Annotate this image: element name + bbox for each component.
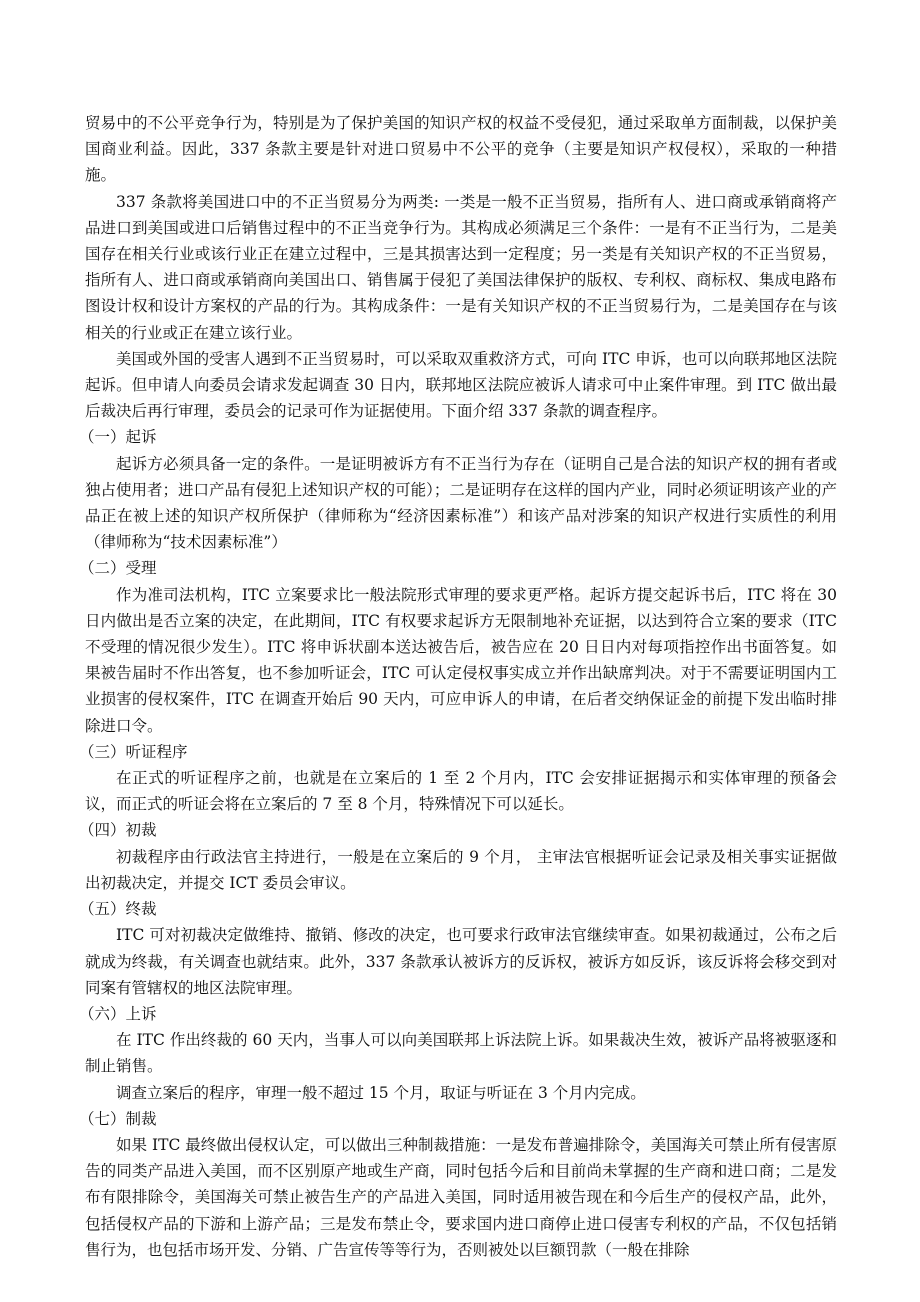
paragraph-appeal: 在 ITC 作出终裁的 60 天内，当事人可以向美国联邦上诉法院上诉。如果裁决生效，被诉产品将被驱逐和制止销售。 bbox=[85, 1031, 837, 1076]
paragraph-acceptance: 作为准司法机构，ITC 立案要求比一般法院形式审理的要求更严格。起诉方提交起诉书后，ITC 将在 30 日内做出是否立案的决定，在此期间，ITC 有权要求起诉方无限制地补充证据，以达到符合立案的要求（ITC 不受理的情况很少发生）。ITC 将申诉状副本送达被告后，被告应在 20 日日内对每项指控作出书面答复。如果被告届时不作出答复，也不参加听证会，ITC 可认定侵权事实成立并作出缺席判决。对于不需要证明国内工业损害的侵权案件，ITC 在调查开始后 90 天内，可应申诉人的申请，在后者交纳保证金的前提下发出临时排除进口令。 bbox=[85, 585, 837, 735]
section-heading-complaint: （一）起诉 bbox=[79, 428, 157, 447]
section-heading-final-determination: （五）终裁 bbox=[79, 900, 157, 919]
paragraph-complaint: 起诉方必须具备一定的条件。一是证明被诉方有不正当行为存在（证明自己是合法的知识产权的拥有者或独占使用者；进口产品有侵犯上述知识产权的可能）；二是证明存在这样的国内产业，同时必须证明该产业的产品正在被上述的知识产权所保护（律师称为“经济因素标准”）和该产品对涉案的知识产权进行实质性的利用（律师称为“技术因素标准”） bbox=[85, 454, 837, 552]
section-heading-sanctions: （七）制裁 bbox=[79, 1109, 157, 1128]
section-heading-hearing: （三）听证程序 bbox=[79, 742, 188, 761]
paragraph-dual-remedy: 美国或外国的受害人遇到不正当贸易时，可以采取双重救济方式，可向 ITC 申诉，也可以向联邦地区法院起诉。但申请人向委员会请求发起调查 30 日内，联邦地区法院应被诉人请求可中止案件审理。到 ITC 做出最后裁决后再行审理，委员会的记录可作为证据使用。下面介绍 337 条款的调查程序。 bbox=[85, 349, 837, 421]
paragraph-initial-determination: 初裁程序由行政法官主持进行，一般是在立案后的 9 个月， 主审法官根据听证会记录及相关事实证据做出初裁决定，并提交 ICT 委员会审议。 bbox=[85, 847, 837, 892]
section-heading-initial-determination: （四）初裁 bbox=[79, 821, 157, 840]
paragraph-two-types-of-unfair-trade: 337 条款将美国进口中的不正当贸易分为两类: 一类是一般不正当贸易，指所有人、进口商或承销商将产品进口到美国或进口后销售过程中的不正当竞争行为。其构成必须满足三个条件：一是有不正当行为，二是美国存在相关行业或该行业正在建立过程中，三是其损害达到一定程度；另一类是有关知识产权的不正当贸易，指所有人、进口商或承销商向美国出口、销售属于侵犯了美国法律保护的版权、专利权、商标权、集成电路布图设计权和设计方案权的产品的行为。其构成条件：一是有关知识产权的不正当贸易行为，二是美国存在与该相关的行业或正在建立该行业。 bbox=[85, 192, 837, 342]
section-heading-appeal: （六）上诉 bbox=[79, 1004, 157, 1023]
paragraph-hearing: 在正式的听证程序之前，也就是在立案后的 1 至 2 个月内，ITC 会安排证据揭示和实体审理的预备会议，而正式的听证会将在立案后的 7 至 8 个月，特殊情况下可以延长。 bbox=[85, 769, 837, 814]
paragraph-timeline: 调查立案后的程序，审理一般不超过 15 个月，取证与听证在 3 个月内完成。 bbox=[116, 1083, 646, 1102]
paragraph-intro-continuation: 贸易中的不公平竞争行为，特别是为了保护美国的知识产权的权益不受侵犯，通过采取单方面制裁，以保护美国商业利益。因此，337 条款主要是针对进口贸易中不公平的竞争（主要是知识产权侵权），采取的一种措施。 bbox=[85, 114, 837, 185]
document-body bbox=[79, 110, 837, 1263]
paragraph-sanctions: 如果 ITC 最终做出侵权认定，可以做出三种制裁措施：一是发布普遍排除令，美国海关可禁止所有侵害原告的同类产品进入美国，而不区别原产地或生产商，同时包括今后和目前尚未掌握的生产商和进口商；二是发布有限排除令，美国海关可禁止被告生产的产品进入美国，同时适用被告现在和今后生产的侵权产品，此外，包括侵权产品的下游和上游产品；三是发布禁止令，要求国内进口商停止进口侵害专利权的产品，不仅包括销售行为，也包括市场开发、分销、广告宣传等等行为，否则被处以巨额罚款（一般在排除 bbox=[85, 1135, 837, 1259]
paragraph-final-determination: ITC 可对初裁决定做维持、撤销、修改的决定，也可要求行政审法官继续审查。如果初裁通过，公布之后就成为终裁，有关调查也就结束。此外，337 条款承认被诉方的反诉权，被诉方如反诉，该反诉将会移交到对同案有管辖权的地区法院审理。 bbox=[85, 926, 837, 997]
section-heading-acceptance: （二）受理 bbox=[79, 559, 157, 578]
